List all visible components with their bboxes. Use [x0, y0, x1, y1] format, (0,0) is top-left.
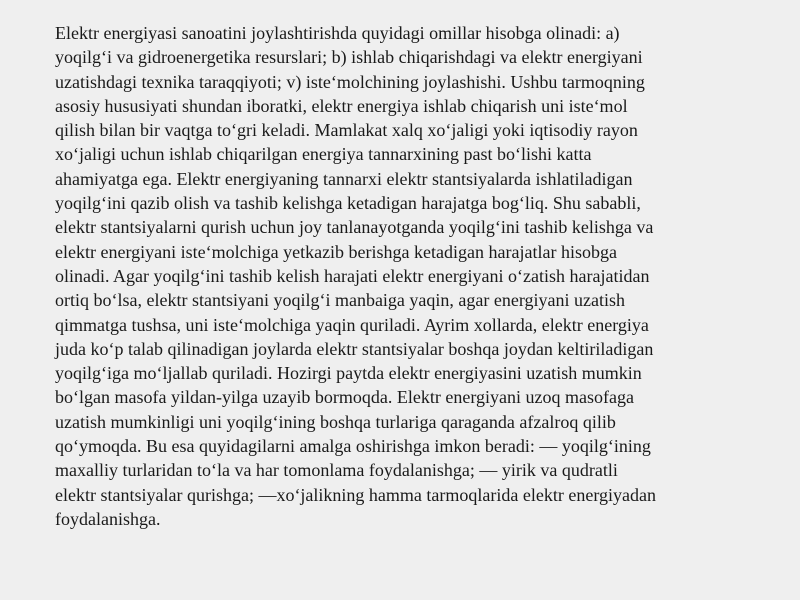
paragraph-line: qo‘ymoqda. Bu esa quyidagilarni amalga oshirishga imkon beradi: — yoqilg‘ining: [55, 436, 651, 457]
paragraph-line: uzatish mumkinligi uni yoqilg‘ining boshqa turlariga qaraganda afzalroq qilib: [55, 411, 616, 432]
paragraph-line: qilish bilan bir vaqtga to‘gri keladi. Mamlakat xalq xo‘jaligi yoki iqtisodiy rayon: [55, 120, 638, 141]
paragraph-line: yoqilg‘iga mo‘ljallab quriladi. Hozirgi paytda elektr energiyasini uzatish mumkin: [55, 363, 642, 384]
paragraph-line: maxalliy turlaridan to‘la va har tomonlama foydalanishga; — yirik va qudratli: [55, 460, 618, 481]
paragraph-line: bo‘lgan masofa yildan-yilga uzayib bormoqda. Elektr energiyani uzoq masofaga: [55, 387, 634, 408]
paragraph-line: olinadi. Agar yoqilg‘ini tashib kelish harajati elektr energiyani o‘zatish harajatidan: [55, 265, 650, 286]
paragraph-line: elektr energiyani iste‘molchiga yetkazib berishga ketadigan harajatlar hisobga: [55, 241, 617, 262]
paragraph-line: ortiq bo‘lsa, elektr stantsiyani yoqilg‘i manbaiga yaqin, agar energiyani uzatish: [55, 290, 626, 311]
paragraph-line: foydalanishga.: [55, 508, 161, 529]
paragraph-line: elektr stantsiyalar qurishga; —xo‘jalikning hamma tarmoqlarida elektr energiyadan: [55, 484, 656, 505]
paragraph-line: yoqilg‘i va gidroenergetika resurslari; b) ishlab chiqarishdagi va elektr energiyani: [55, 47, 643, 68]
paragraph-line: asosiy hususiyati shundan iboratki, elektr energiya ishlab chiqarish uni iste‘mol: [55, 95, 628, 116]
paragraph-line: Elektr energiyasi sanoatini joylashtirishda quyidagi omillar hisobga olinadi: a): [55, 23, 620, 43]
paragraph-line: elektr stantsiyalarni qurish uchun joy tanlanayotganda yoqilg‘ini tashib kelishga va: [55, 217, 654, 238]
paragraph-line: uzatishdagi texnika taraqqiyoti; v) iste‘molchining joylashishi. Ushbu tarmoqning: [55, 71, 645, 92]
paragraph-line: qimmatga tushsa, uni iste‘molchiga yaqin quriladi. Ayrim xollarda, elektr energiya: [55, 314, 649, 335]
paragraph-line: xo‘jaligi uchun ishlab chiqarilgan energiya tannarxining past bo‘lishi katta: [55, 144, 592, 165]
paragraph-line: juda ko‘p talab qilinadigan joylarda elektr stantsiyalar boshqa joydan keltiriladigan: [55, 338, 654, 359]
paragraph-line: yoqilg‘ini qazib olish va tashib kelishga ketadigan harajatga bog‘liq. Shu sababli,: [55, 193, 641, 214]
paragraph-line: ahamiyatga ega. Elektr energiyaning tannarxi elektr stantsiyalarda ishlatiladigan: [55, 168, 633, 189]
body-paragraph: [55, 21, 745, 531]
